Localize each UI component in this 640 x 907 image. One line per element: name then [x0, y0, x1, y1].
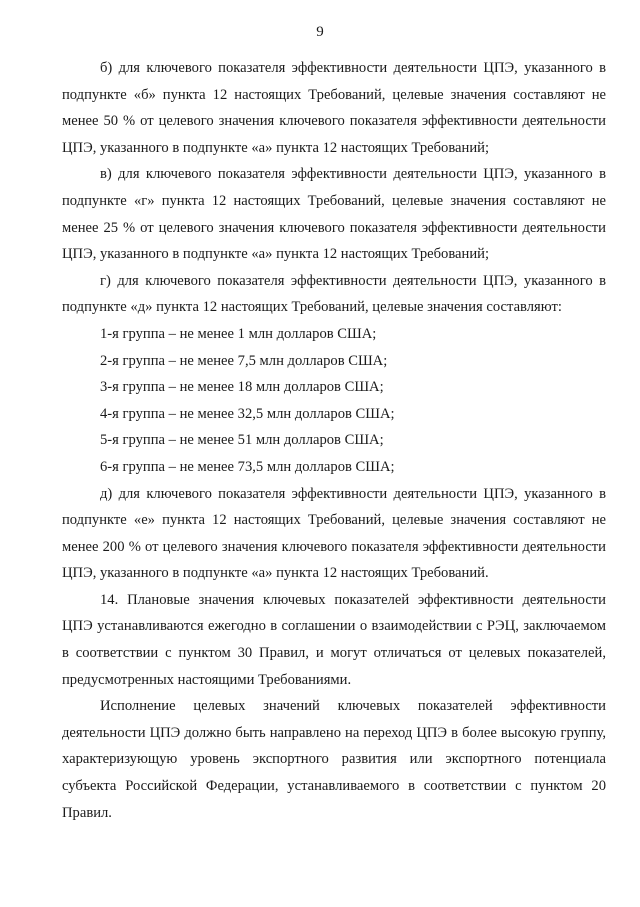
paragraph-g: г) для ключевого показателя эффективности деятельности ЦПЭ, указанного в подпункте «д» пункта 12 настоящих Требований, целевые значения составляют:: [62, 272, 606, 316]
paragraph-v: в) для ключевого показателя эффективности деятельности ЦПЭ, указанного в подпункте «г» пункта 12 настоящих Требований, целевые значения составляют не менее 25 % от целевого значения ключевого показателя эффективности деятельности ЦПЭ, указанного в подпункте «а» пункта 12 настоящих Требований;: [62, 166, 606, 263]
paragraph-execution: Исполнение целевых значений ключевых показателей эффективности деятельности ЦПЭ должно быть направлено на переход ЦПЭ в более высокую группу, характеризующую уровень экспортного развития или экспортного потенциала субъекта Российской Федерации, устанавливаемого в соответствии с пунктом 20 Правил.: [62, 698, 606, 821]
paragraph-b: б) для ключевого показателя эффективности деятельности ЦПЭ, указанного в подпункте «б» пункта 12 настоящих Требований, целевые значения составляют не менее 50 % от целевого значения ключевого показателя эффективности деятельности ЦПЭ, указанного в подпункте «а» пункта 12 настоящих Требований;: [62, 60, 606, 156]
document-body: [62, 55, 606, 826]
group-6-line: 6-я группа – не менее 73,5 млн долларов США;: [100, 458, 395, 475]
paragraph-d: д) для ключевого показателя эффективности деятельности ЦПЭ, указанного в подпункте «е» пункта 12 настоящих Требований, целевые значения составляют не менее 200 % от целевого значения ключевого показателя эффективности деятельности ЦПЭ, указанного в подпункте «а» пункта 12 настоящих Требований.: [62, 485, 606, 582]
group-5-line: 5-я группа – не менее 51 млн долларов США;: [100, 432, 384, 449]
group-1-line: 1-я группа – не менее 1 млн долларов США;: [100, 325, 377, 342]
group-2-line: 2-я группа – не менее 7,5 млн долларов США;: [100, 352, 388, 369]
page-number: 9: [316, 24, 324, 40]
group-4-line: 4-я группа – не менее 32,5 млн долларов США;: [100, 405, 395, 422]
paragraph-14: 14. Плановые значения ключевых показателей эффективности деятельности ЦПЭ устанавливаются ежегодно в соглашении о взаимодействии с РЭЦ, заключаемом в соответствии с пунктом 30 Правил, и могут отличаться от целевых показателей, предусмотренных настоящими Требованиями.: [62, 591, 606, 688]
group-3-line: 3-я группа – не менее 18 млн долларов США;: [100, 379, 384, 396]
